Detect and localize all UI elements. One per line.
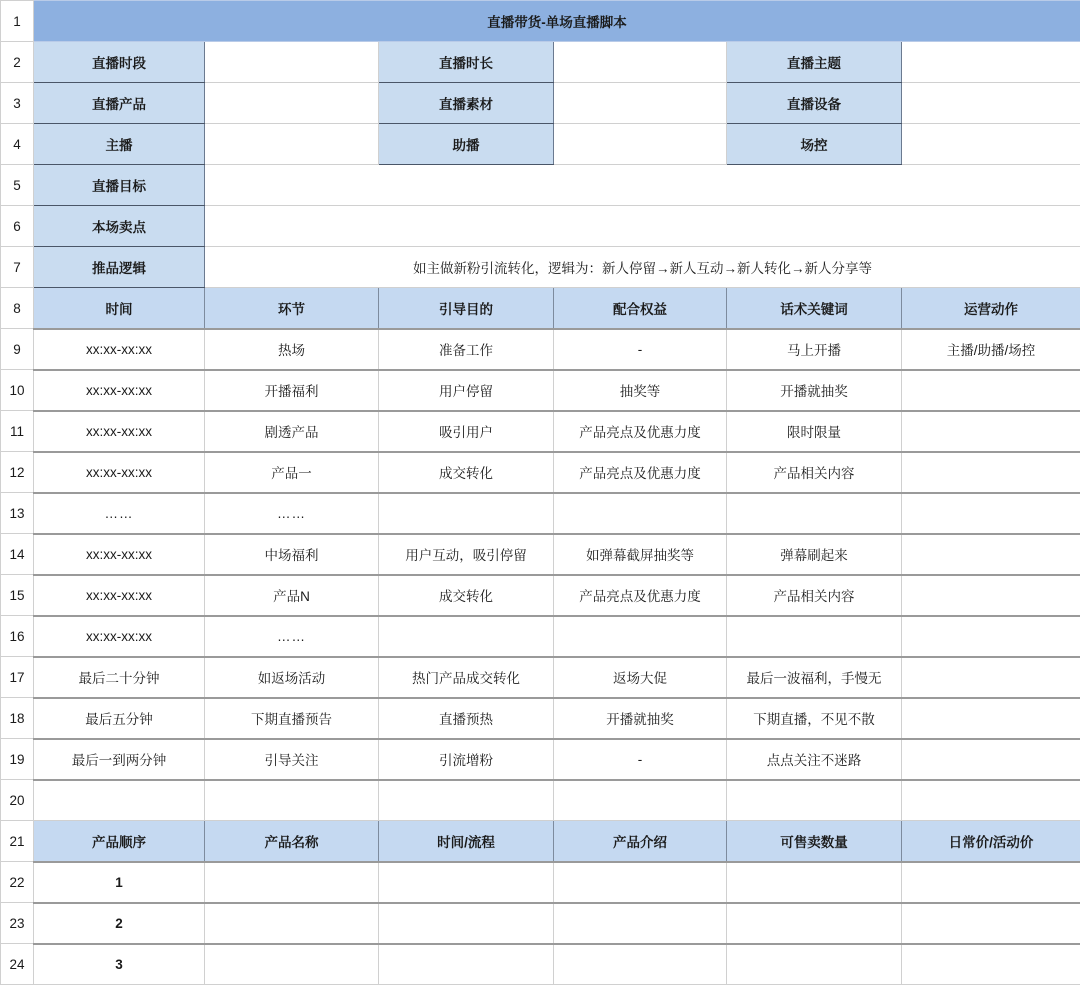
label-live-timeslot[interactable]: 直播时段 — [34, 42, 205, 83]
script-cell-benefits[interactable]: 返场大促 — [554, 657, 727, 698]
script-cell-purpose[interactable]: 直播预热 — [379, 698, 554, 739]
value-live-material[interactable] — [554, 83, 727, 124]
table-row — [1, 862, 1080, 903]
script-header-purpose[interactable]: 引导目的 — [379, 288, 554, 329]
script-cell-keywords[interactable]: 下期直播，不见不散 — [727, 698, 902, 739]
sheet-row-3 — [1, 83, 1080, 124]
value-selling-points[interactable] — [205, 206, 1080, 247]
script-cell-time[interactable]: 最后二十分钟 — [34, 657, 205, 698]
value-promotion-logic[interactable]: 如主做新粉引流转化，逻辑为：新人停留→新人互动→新人转化→新人分享等 — [205, 247, 1080, 288]
product-header-intro[interactable]: 产品介绍 — [554, 821, 727, 862]
row-header-6[interactable]: 6 — [1, 206, 34, 247]
row-header-22[interactable]: 22 — [1, 862, 34, 903]
sheet-row-7 — [1, 247, 1080, 288]
label-live-product[interactable]: 直播产品 — [34, 83, 205, 124]
product-cell-stock[interactable] — [727, 903, 902, 944]
product-cell-stock[interactable] — [727, 862, 902, 903]
script-cell-ops[interactable]: 主播/助播/场控 — [902, 329, 1080, 370]
product-cell-order[interactable]: 2 — [34, 903, 205, 944]
table-row — [1, 534, 1080, 575]
script-cell-keywords[interactable]: 点点关注不迷路 — [727, 739, 902, 780]
label-promotion-logic[interactable]: 推品逻辑 — [34, 247, 205, 288]
row-header-23[interactable]: 23 — [1, 903, 34, 944]
value-live-topic[interactable] — [902, 42, 1080, 83]
value-live-goal[interactable] — [205, 165, 1080, 206]
script-cell-keywords[interactable] — [727, 493, 902, 534]
value-co-host[interactable] — [554, 124, 727, 165]
script-cell-benefits[interactable]: 产品亮点及优惠力度 — [554, 452, 727, 493]
row-header-10[interactable]: 10 — [1, 370, 34, 411]
script-cell-keywords[interactable]: 马上开播 — [727, 329, 902, 370]
script-cell-segment[interactable]: …… — [205, 493, 379, 534]
label-live-duration[interactable]: 直播时长 — [379, 42, 554, 83]
label-selling-points[interactable]: 本场卖点 — [34, 206, 205, 247]
sheet-row-6 — [1, 206, 1080, 247]
sheet-row-4 — [1, 124, 1080, 165]
row-header-15[interactable]: 15 — [1, 575, 34, 616]
product-cell-schedule[interactable] — [379, 903, 554, 944]
script-cell-time[interactable]: xx:xx-xx:xx — [34, 370, 205, 411]
script-cell-segment[interactable]: 如返场活动 — [205, 657, 379, 698]
script-cell-time[interactable]: 最后五分钟 — [34, 698, 205, 739]
spacer-cell-a[interactable] — [34, 780, 205, 821]
sheet-row-8 — [1, 288, 1080, 329]
script-cell-benefits[interactable]: - — [554, 329, 727, 370]
script-cell-purpose[interactable]: 成交转化 — [379, 575, 554, 616]
spacer-cell-d[interactable] — [554, 780, 727, 821]
label-co-host[interactable]: 助播 — [379, 124, 554, 165]
script-cell-ops[interactable] — [902, 452, 1080, 493]
script-cell-ops[interactable] — [902, 616, 1080, 657]
script-cell-segment[interactable]: 开播福利 — [205, 370, 379, 411]
label-live-equipment[interactable]: 直播设备 — [727, 83, 902, 124]
script-cell-segment[interactable]: 产品一 — [205, 452, 379, 493]
product-cell-schedule[interactable] — [379, 862, 554, 903]
script-cell-segment[interactable]: …… — [205, 616, 379, 657]
script-cell-purpose[interactable]: 用户停留 — [379, 370, 554, 411]
script-cell-keywords[interactable]: 开播就抽奖 — [727, 370, 902, 411]
sheet-row-5 — [1, 165, 1080, 206]
script-cell-time[interactable]: xx:xx-xx:xx — [34, 452, 205, 493]
script-cell-purpose[interactable]: 准备工作 — [379, 329, 554, 370]
table-row — [1, 370, 1080, 411]
table-row — [1, 944, 1080, 985]
spacer-cell-b[interactable] — [205, 780, 379, 821]
script-header-segment[interactable]: 环节 — [205, 288, 379, 329]
script-cell-benefits[interactable]: 产品亮点及优惠力度 — [554, 575, 727, 616]
product-cell-intro[interactable] — [554, 903, 727, 944]
script-cell-time[interactable]: xx:xx-xx:xx — [34, 411, 205, 452]
script-header-ops[interactable]: 运营动作 — [902, 288, 1080, 329]
script-cell-purpose[interactable]: 热门产品成交转化 — [379, 657, 554, 698]
script-cell-benefits[interactable] — [554, 616, 727, 657]
table-row — [1, 739, 1080, 780]
document-title-cell[interactable]: 直播带货-单场直播脚本 — [34, 1, 1080, 42]
product-cell-name[interactable] — [205, 862, 379, 903]
product-cell-order[interactable]: 1 — [34, 862, 205, 903]
script-cell-ops[interactable] — [902, 411, 1080, 452]
row-header-20[interactable]: 20 — [1, 780, 34, 821]
product-cell-order[interactable]: 3 — [34, 944, 205, 985]
spacer-cell-c[interactable] — [379, 780, 554, 821]
product-cell-price[interactable] — [902, 903, 1080, 944]
row-header-13[interactable]: 13 — [1, 493, 34, 534]
value-live-equipment[interactable] — [902, 83, 1080, 124]
script-cell-segment[interactable]: 产品N — [205, 575, 379, 616]
row-header-14[interactable]: 14 — [1, 534, 34, 575]
script-cell-ops[interactable] — [902, 534, 1080, 575]
row-header-9[interactable]: 9 — [1, 329, 34, 370]
table-row — [1, 698, 1080, 739]
script-cell-ops[interactable] — [902, 370, 1080, 411]
row-header-3[interactable]: 3 — [1, 83, 34, 124]
script-cell-benefits[interactable]: 如弹幕截屏抽奖等 — [554, 534, 727, 575]
table-row — [1, 575, 1080, 616]
script-cell-time[interactable]: 最后一到两分钟 — [34, 739, 205, 780]
script-cell-ops[interactable] — [902, 739, 1080, 780]
script-cell-keywords[interactable]: 产品相关内容 — [727, 575, 902, 616]
script-cell-ops[interactable] — [902, 493, 1080, 534]
label-live-material[interactable]: 直播素材 — [379, 83, 554, 124]
script-cell-purpose[interactable] — [379, 616, 554, 657]
script-cell-time[interactable]: xx:xx-xx:xx — [34, 534, 205, 575]
row-header-4[interactable]: 4 — [1, 124, 34, 165]
script-header-time[interactable]: 时间 — [34, 288, 205, 329]
row-header-2[interactable]: 2 — [1, 42, 34, 83]
sheet-row-2 — [1, 42, 1080, 83]
label-host[interactable]: 主播 — [34, 124, 205, 165]
script-cell-time[interactable]: …… — [34, 493, 205, 534]
script-cell-purpose[interactable] — [379, 493, 554, 534]
script-cell-segment[interactable]: 引导关注 — [205, 739, 379, 780]
product-cell-price[interactable] — [902, 862, 1080, 903]
table-row — [1, 329, 1080, 370]
spacer-cell-f[interactable] — [902, 780, 1080, 821]
value-live-duration[interactable] — [554, 42, 727, 83]
row-header-1[interactable]: 1 — [1, 1, 34, 42]
script-cell-keywords[interactable]: 弹幕刷起来 — [727, 534, 902, 575]
row-header-24[interactable]: 24 — [1, 944, 34, 985]
table-row — [1, 780, 1080, 821]
product-header-price[interactable]: 日常价/活动价 — [902, 821, 1080, 862]
value-floor-manager[interactable] — [902, 124, 1080, 165]
script-cell-time[interactable]: xx:xx-xx:xx — [34, 616, 205, 657]
table-row — [1, 616, 1080, 657]
script-cell-purpose[interactable]: 成交转化 — [379, 452, 554, 493]
spacer-cell-e[interactable] — [727, 780, 902, 821]
script-cell-time[interactable]: xx:xx-xx:xx — [34, 575, 205, 616]
product-cell-price[interactable] — [902, 944, 1080, 985]
table-row — [1, 493, 1080, 534]
script-cell-benefits[interactable]: 抽奖等 — [554, 370, 727, 411]
product-header-schedule[interactable]: 时间/流程 — [379, 821, 554, 862]
row-header-11[interactable]: 11 — [1, 411, 34, 452]
row-header-18[interactable]: 18 — [1, 698, 34, 739]
product-header-stock[interactable]: 可售卖数量 — [727, 821, 902, 862]
product-cell-name[interactable] — [205, 903, 379, 944]
row-header-7[interactable]: 7 — [1, 247, 34, 288]
label-live-topic[interactable]: 直播主题 — [727, 42, 902, 83]
script-cell-purpose[interactable]: 吸引用户 — [379, 411, 554, 452]
product-cell-schedule[interactable] — [379, 944, 554, 985]
script-cell-segment[interactable]: 下期直播预告 — [205, 698, 379, 739]
row-header-17[interactable]: 17 — [1, 657, 34, 698]
product-header-order[interactable]: 产品顺序 — [34, 821, 205, 862]
script-cell-segment[interactable]: 热场 — [205, 329, 379, 370]
row-header-19[interactable]: 19 — [1, 739, 34, 780]
row-header-21[interactable]: 21 — [1, 821, 34, 862]
label-live-goal[interactable]: 直播目标 — [34, 165, 205, 206]
product-cell-intro[interactable] — [554, 862, 727, 903]
script-header-keywords[interactable]: 话术关键词 — [727, 288, 902, 329]
table-row — [1, 903, 1080, 944]
script-cell-keywords[interactable]: 产品相关内容 — [727, 452, 902, 493]
row-header-8[interactable]: 8 — [1, 288, 34, 329]
product-cell-intro[interactable] — [554, 944, 727, 985]
script-cell-segment[interactable]: 剧透产品 — [205, 411, 379, 452]
value-live-timeslot[interactable] — [205, 42, 379, 83]
script-cell-ops[interactable] — [902, 698, 1080, 739]
value-host[interactable] — [205, 124, 379, 165]
product-cell-stock[interactable] — [727, 944, 902, 985]
script-header-benefits[interactable]: 配合权益 — [554, 288, 727, 329]
script-cell-keywords[interactable]: 最后一波福利，手慢无 — [727, 657, 902, 698]
script-cell-segment[interactable]: 中场福利 — [205, 534, 379, 575]
grid-body — [1, 1, 1080, 985]
script-cell-time[interactable]: xx:xx-xx:xx — [34, 329, 205, 370]
label-floor-manager[interactable]: 场控 — [727, 124, 902, 165]
row-header-16[interactable]: 16 — [1, 616, 34, 657]
value-live-product[interactable] — [205, 83, 379, 124]
row-header-12[interactable]: 12 — [1, 452, 34, 493]
script-cell-benefits[interactable]: 产品亮点及优惠力度 — [554, 411, 727, 452]
sheet-row-21 — [1, 821, 1080, 862]
table-row — [1, 657, 1080, 698]
script-cell-purpose[interactable]: 引流增粉 — [379, 739, 554, 780]
product-cell-name[interactable] — [205, 944, 379, 985]
table-row — [1, 452, 1080, 493]
script-cell-benefits[interactable]: 开播就抽奖 — [554, 698, 727, 739]
script-cell-ops[interactable] — [902, 575, 1080, 616]
sheet-row-1 — [1, 1, 1080, 42]
product-header-name[interactable]: 产品名称 — [205, 821, 379, 862]
table-row — [1, 411, 1080, 452]
script-cell-purpose[interactable]: 用户互动，吸引停留 — [379, 534, 554, 575]
row-header-5[interactable]: 5 — [1, 165, 34, 206]
script-cell-benefits[interactable] — [554, 493, 727, 534]
script-cell-ops[interactable] — [902, 657, 1080, 698]
script-cell-keywords[interactable] — [727, 616, 902, 657]
script-cell-keywords[interactable]: 限时限量 — [727, 411, 902, 452]
script-cell-benefits[interactable]: - — [554, 739, 727, 780]
